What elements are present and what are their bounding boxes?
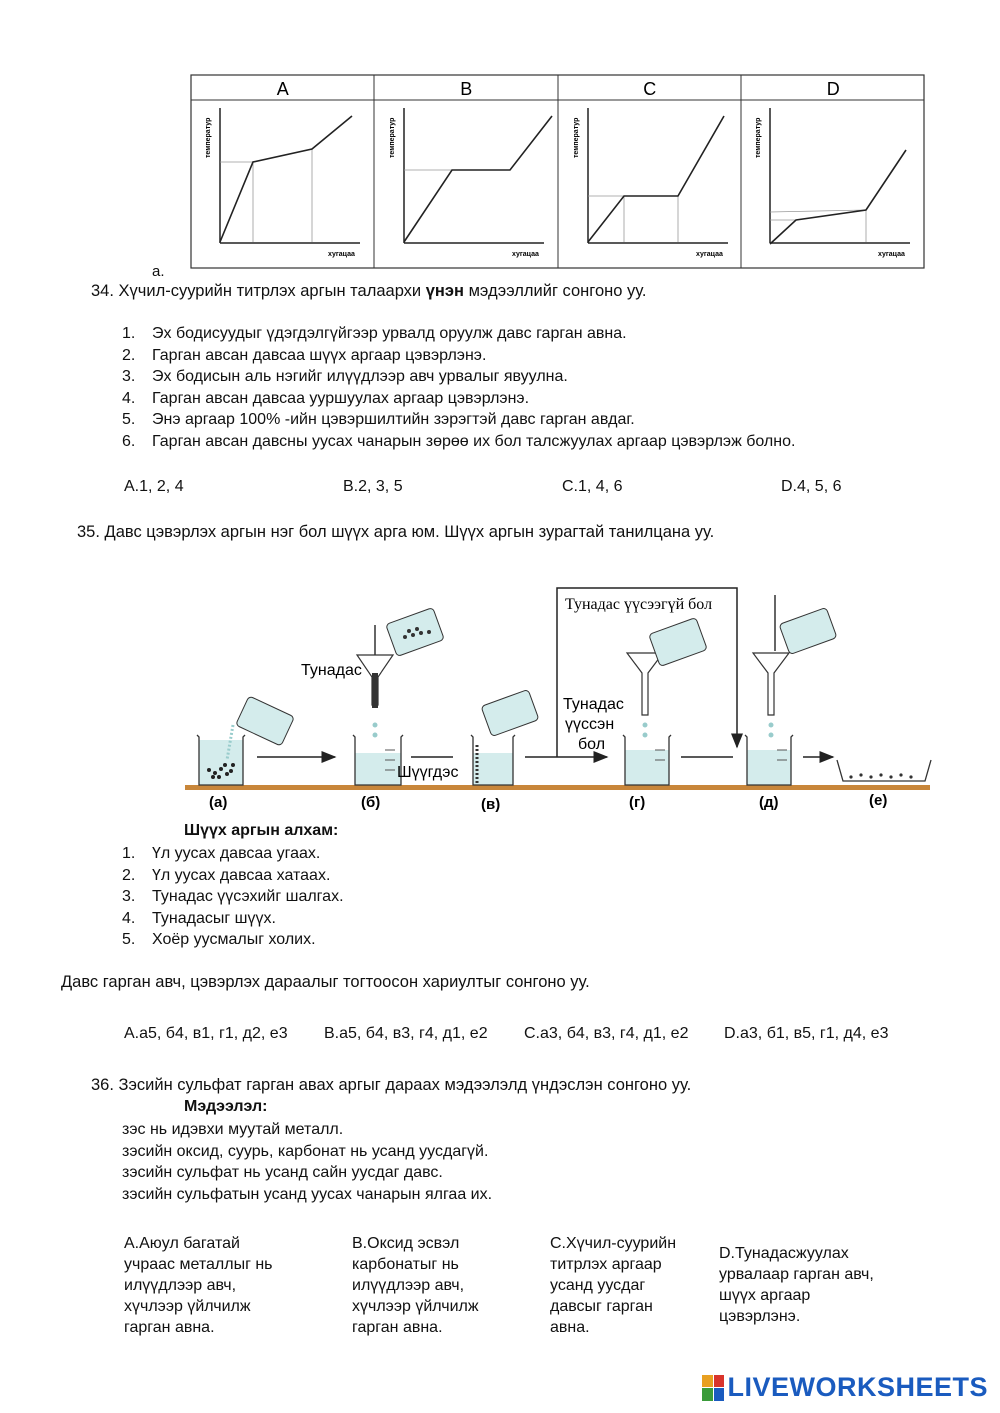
label-precipitate: Тунадас <box>301 662 362 679</box>
q36-option-a[interactable] <box>124 1233 273 1338</box>
q34-option-a[interactable]: A.1, 2, 4 <box>124 478 184 495</box>
step-label-v: (в) <box>481 796 501 813</box>
q36-option-line: карбонатыг нь <box>352 1256 459 1273</box>
beaker-b <box>353 607 444 785</box>
evaporating-dish <box>837 760 931 781</box>
q36-option-line: илүүдлээр авч, <box>124 1277 237 1294</box>
q36-option-line: хүчлээр үйлчилж <box>352 1298 479 1315</box>
q34-statement-item: 1. Эх бодисуудыг үдэгдэлгүйгээр урвалд оруулж давс гарган авна. <box>122 325 627 342</box>
q36-option-line: титрлэх аргаар <box>550 1256 662 1273</box>
q36-info <box>122 1119 492 1205</box>
x-axis-label: хугацаа <box>328 251 355 258</box>
graph-label-d: D <box>826 79 840 99</box>
q35-option-c[interactable]: C.а3, б4, в3, г4, д1, е2 <box>524 1025 689 1042</box>
q34-option-d[interactable]: D.4, 5, 6 <box>781 478 842 495</box>
q35-option-a[interactable]: A.а5, б4, в1, г1, д2, е3 <box>124 1025 288 1042</box>
q35-step-item: 1. Үл уусах давсаа угаах. <box>122 845 321 862</box>
q34-statement-item: 6. Гарган авсан давсны уусах чанарын зөрөө их бол талсжуулах аргаар цэвэрлэж болно. <box>122 432 796 450</box>
q34-option-b[interactable]: B.2, 3, 5 <box>343 478 403 495</box>
q34-text: 34. Хүчил-суурийн титрлэх аргын талаархи үнэн мэдээллийг сонгоно уу. <box>91 282 647 300</box>
q34-statement-item: 4. Гарган авсан давсаа ууршуулах аргаар цэвэрлэнэ. <box>122 389 530 407</box>
q36-option-line: давсыг гарган <box>550 1298 653 1315</box>
label-filtrate: Шүүгдэс <box>397 764 459 781</box>
q35-text: 35. Давс цэвэрлэх аргын нэг бол шүүх арга юм. Шүүх аргын зурагтай танилцана уу. <box>77 523 715 541</box>
q36-option-line: B.Оксид эсвэл <box>352 1235 460 1252</box>
graphs-prefix: a. <box>152 263 165 280</box>
q35-steps-list <box>122 843 344 951</box>
q36-info-line: зэсийн сульфат нь усанд сайн уусдаг давс. <box>122 1164 443 1181</box>
x-axis-label: хугацаа <box>878 251 905 258</box>
x-axis-label: хугацаа <box>512 251 539 258</box>
step-label-g: (г) <box>629 794 646 811</box>
q36-option-line: урвалаар гарган авч, <box>719 1266 874 1283</box>
q36-option-line: авна. <box>550 1319 590 1336</box>
label-dissolved-2: үүссэн <box>565 716 615 733</box>
q36-option-line: гарган авна. <box>352 1319 443 1336</box>
q35-step-item: 5. Хоёр уусмалыг холих. <box>122 931 316 948</box>
q35-step-item: 2. Үл уусах давсаа хатаах. <box>122 866 331 884</box>
step-label-d: (д) <box>759 794 779 811</box>
q36-option-line: илүүдлээр авч, <box>352 1277 465 1294</box>
q36-info-line: зэс нь идэвхи муутай металл. <box>122 1121 344 1138</box>
q36-info-line: зэсийн оксид, суурь, карбонат нь усанд уусдагүй. <box>122 1142 489 1160</box>
q36-option-line: C.Хүчил-суурийн <box>550 1235 677 1252</box>
q34-statement-item: 3. Эх бодисын аль нэгийг илүүдлээр авч урвалыг явуулна. <box>122 368 568 385</box>
q36-option-line: цэвэрлэнэ. <box>719 1308 801 1325</box>
q35-step-item: 4. Тунадасыг шүүх. <box>122 909 276 927</box>
step-label-a: (а) <box>209 794 228 811</box>
graph-label-c: C <box>643 79 657 99</box>
step-label-b: (б) <box>361 794 381 811</box>
q34-option-c[interactable]: C.1, 4, 6 <box>562 478 623 495</box>
q34-statement-list <box>122 323 795 452</box>
q36-option-c[interactable] <box>550 1233 676 1338</box>
beaker-g <box>623 617 707 785</box>
logo-text: LIVEWORKSHEETS <box>727 1372 988 1402</box>
q36-option-line: шүүх аргаар <box>719 1287 811 1304</box>
q35-option-b[interactable]: B.а5, б4, в3, г4, д1, е2 <box>324 1025 488 1042</box>
y-axis-label: температур <box>755 117 762 158</box>
label-dissolved-3: бол <box>578 736 606 753</box>
label-dissolved-1: Тунадас <box>563 696 624 713</box>
logo-icon <box>702 1375 724 1401</box>
q35-option-d[interactable]: D.а3, б1, в5, г1, д4, е3 <box>724 1025 889 1042</box>
q36-option-line: гарган авна. <box>124 1319 215 1336</box>
beaker-c <box>471 689 539 785</box>
graph-label-a: A <box>276 79 289 99</box>
q36-info-line: зэсийн сульфатын усанд уусах чанарын ялгаа их. <box>122 1185 493 1203</box>
beaker-a <box>197 696 294 785</box>
q35-steps-title: Шүүх аргын алхам: <box>184 822 339 839</box>
q34-statement-item: 5. Энэ аргаар 100% -ийн цэвэршилтийн зэрэгтэй давс гарган авдаг. <box>122 411 635 428</box>
q36-option-d[interactable] <box>719 1243 874 1327</box>
q36-option-line: усанд уусдаг <box>550 1277 646 1294</box>
q36-text: 36. Зэсийн сульфат гарган авах аргыг дараах мэдээлэлд үндэслэн сонгоно уу. <box>91 1076 692 1094</box>
q34-statement-item: 2. Гарган авсан давсаа шүүх аргаар цэвэрлэнэ. <box>122 346 487 364</box>
graph-label-b: B <box>460 79 473 99</box>
y-axis-label: температур <box>389 117 396 158</box>
q36-option-line: учраас металлыг нь <box>124 1256 273 1273</box>
q36-option-b[interactable] <box>352 1233 479 1338</box>
q36-info-title: Мэдээлэл: <box>184 1098 268 1115</box>
y-axis-label: температур <box>205 117 212 158</box>
step-label-e: (е) <box>869 792 888 809</box>
bench-line <box>185 785 930 790</box>
label-not-dissolved: Тунадас үүсээгүй бол <box>565 596 713 613</box>
q36-option-line: D.Тунадасжуулах <box>719 1245 849 1262</box>
x-axis-label: хугацаа <box>696 251 723 258</box>
y-axis-label: температур <box>573 117 580 158</box>
q36-option-line: хүчлээр үйлчилж <box>124 1298 251 1315</box>
phase-graphs-table <box>190 74 926 270</box>
q36-option-line: A.Аюул багатай <box>124 1235 240 1252</box>
q35-question: Давс гарган авч, цэвэрлэх дараалыг тогтоосон хариултыг сонгоно уу. <box>61 973 590 991</box>
liveworksheets-logo[interactable] <box>702 1372 988 1403</box>
q35-step-item: 3. Тунадас үүсэхийг шалгах. <box>122 888 344 905</box>
filtration-figure <box>185 585 933 817</box>
